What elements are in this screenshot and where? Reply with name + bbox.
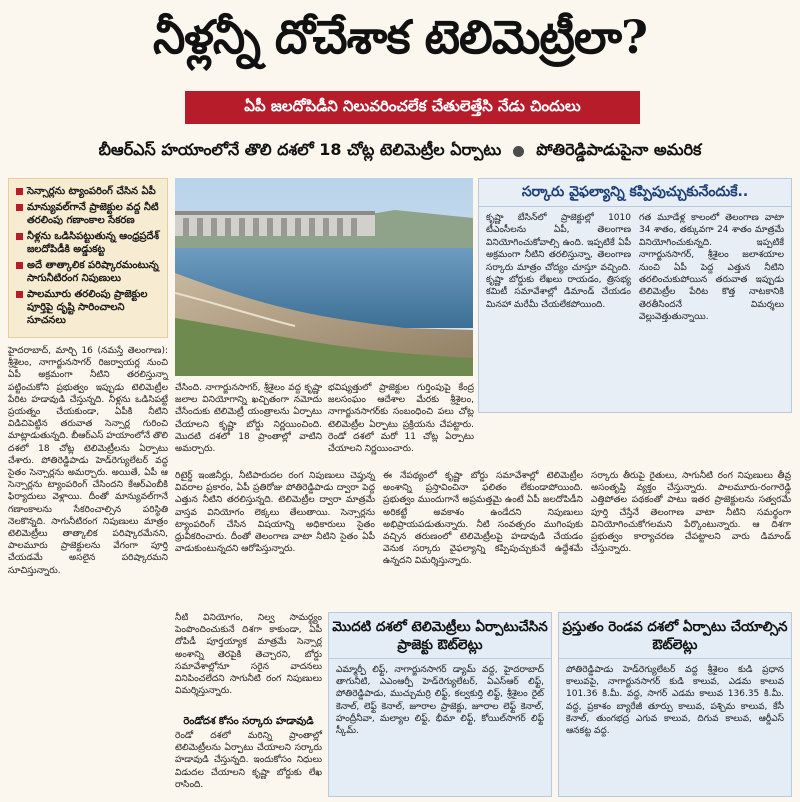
second-phase-title: ప్రస్తుతం రెండవ దశలో ఏర్పాటు చేయాల్సిన ఔట్‌లెట్లు (559, 613, 791, 659)
highlight-item: మాన్యువల్‌గానే ప్రాజెక్టుల వద్ద నీటి తరలింపు గణాంకాల సేకరణ (16, 201, 161, 227)
section-subheading: రెండోదశ కోసం సర్కారు హడావుడి (183, 716, 314, 727)
highlight-item: సెన్సార్లను ట్యాంపరింగ్ చేసిన ఏపీ (16, 185, 161, 198)
article-column-lower: నీటి వినియోగం, నిల్వ సామర్థ్యం పెంపొందించుకునే దిశగా కాకుండా, ఏపీ దోపిడీ పూర్తయ్యాక మాత్రమే సెన్సార్ల అంశాన్ని తెరపైకి తెచ్చారని, బోర్డు సమావేశాల్లోనూ సరైన వాదనలు వినిపించలేదని సాగునీటి రంగ నిపుణులు విమర్శిస్తున్నారు. (175, 613, 322, 697)
subheadline-banner: ఏపీ జలదోపిడీని నిలువరించలేక చేతులెత్తేసి నేడు చిందులు (185, 91, 640, 124)
first-phase-outlets-box (328, 612, 552, 797)
highlight-item: అదే తాత్కాలిక పరిష్కారమంటున్న సాగునీటిరంగ నిపుణులు (16, 259, 161, 285)
headline: నీళ్లన్నీ దోచేశాక టెలిమెట్రీలా? (152, 10, 648, 64)
tagline-part2: పోతిరెడ్డిపాడుపైనా అమరిక (536, 139, 702, 159)
article-column-2: చేసింది. నాగార్జునసాగర్, శ్రీశైలం వద్ద కృష్ణా జలాల వినియోగాన్ని ఖచ్చితంగా నమోదు చేసేందుకు టెలిమెట్రీ యంత్రాలను ఏర్పాటు చేయాలని కృష్ణా బోర్డు నిర్ణయించింది. మొదటి దశలో 18 ప్రాంతాల్లో వాటిని అమర్చారు. (175, 383, 322, 455)
sidebar-box-title: సర్కారు వైఫల్యాన్ని కప్పిపుచ్చుకునేందుకే.. (479, 179, 791, 207)
highlights-box (8, 178, 168, 338)
article-column-1: హైదరాబాద్, మార్చి 16 (నమస్తే తెలంగాణ): శ్రీశైలం, నాగార్జునసాగర్ రిజర్వాయర్ల నుంచి ఏపీ అక్రమంగా నీటిని తరలిస్తున్నా పట్టించుకోని ప్రభుత్వం ఇప్పుడు టెలిమెట్రీల పేరిట హడావుడి చేస్తున్నది. నీళ్లను ఒడిసిపట్టే ప్రయత్నం చేయకుండా, ఏపీకి నీటిని విడిచిపెట్టిన తరువాత సెన్సార్ల గురించి మాట్లాడుతున్నది. బీఆర్‌ఎస్ హయాంలోనే తొలి దశలో 18 చోట్ల టెలిమెట్రీలను ఏర్పాటు చేశారు. పోతిరెడ్డిపాడు హెడ్‌రెగ్యులేటర్ వద్ద సైతం సెన్సార్లను అమర్చారు. అయితే, ఏపీ ఆ సెన్సార్లను ట్యాంపరింగ్ చేసిందని కేఆర్‌ఎంబీకి ఫిర్యాదులు వెళ్లాయి. దీంతో మాన్యువల్‌గానే గణాంకాలను సేకరించాల్సిన పరిస్థితి నెలకొన్నది. సాగునీటిరంగ నిపుణులు మాత్రం టెలిమెట్రీలు తాత్కాలిక పరిష్కారమేనని, పాలమూరు ప్రాజెక్టులను వేగంగా పూర్తి చేయడమే అసలైన పరిష్కారమని సూచిస్తున్నారు. (8, 346, 168, 576)
sidebar-box-text: గత మూడేళ్ల కాలంలో తెలంగాణ వాటా 34 శాతం, తక్కువగా 24 శాతం మాత్రమే వినియోగించుకున్నది. ఇప్పటికే నాగార్జునసాగర్, శ్రీశైలం జలాశయాల నుంచి ఏపీ పెద్ద ఎత్తున నీటిని తరలించుకుపోయిన తరువాత ఇప్పుడు టెలిమెట్రీల పేరిట కొత్త నాటకానికి తెరతీసిందనే విమర్శలు వెల్లువెత్తుతున్నాయి. (639, 213, 784, 323)
article-column: రిటైర్డ్ ఇంజినీర్లు, నీటిపారుదల రంగ నిపుణులు చెప్తున్న వివరాల ప్రకారం, ఏపీ ప్రతిరోజు పోతిరెడ్డిపాడు ద్వారా పెద్ద ఎత్తున నీటిని తరలిస్తున్నది. టెలిమెట్రీల ద్వారా మాత్రమే వాస్తవ వినియోగం లెక్కలు తేలుతాయి. సెన్సార్లను ట్యాంపరింగ్ చేసిన విషయాన్ని అధికారులు సైతం ధ్రువీకరించారు. దీంతో తెలంగాణ వాటా నీటిని సైతం ఏపీ వాడుకుంటున్నదని ఆరోపిస్తున్నారు. (175, 471, 375, 555)
sidebar-box-text: కృష్ణా బేసిన్‌లో ప్రాజెక్టుల్లో 1010 టీఎంసీలను ఏపీ, తెలంగాణ వినియోగించుకోవాల్సి ఉంది. ఇప్పటికే ఏపీ అక్రమంగా నీటిని తరలిస్తున్నా, తెలంగాణ సర్కారు మాత్రం చోద్యం చూస్తూ వచ్చింది. కృష్ణా బోర్డుకు లేఖలు రాయడం, త్రిసభ్య కమిటీ సమావేశాల్లో డిమాండ్ చేయడం మినహా మరేమీ చేయలేకపోయింది. (486, 213, 631, 310)
highlight-item: నీళ్లను ఒడిసిపట్టుతున్న ఆంధ్రప్రదేశ్ జలదోపిడీకి అడ్డుకట్ట (16, 230, 161, 256)
first-phase-title: మొదటి దశలో టెలిమెట్రీలు ఏర్పాటుచేసిన ప్రాజెక్టు ఔట్‌లెట్లు (329, 613, 551, 659)
tagline-part1: బీఆర్‌ఎస్ హయాంలోనే తొలి దశలో 18 చోట్ల టెలిమెట్రీల ఏర్పాటు (98, 139, 502, 159)
bullet-dot-icon (513, 146, 524, 157)
first-phase-text: ఎమ్మార్పీ లిఫ్ట్, నాగార్జునసాగర్ డ్యామ్ వద్ద, హైదరాబాద్ తాగునీటి, ఎఎంఆర్పీ హెడ్‌రెగ్యులేటర్, ఏఎస్ఆర్ లిఫ్ట్, పోతిరెడ్డిపాడు, ముచ్చుమర్రి లిఫ్ట్, కల్వకుర్తి లిఫ్ట్, శ్రీశైలం రైట్ కెనాల్, లెఫ్ట్ కెనాల్, జూరాల ప్రాజెక్టు, జూరాల లెఫ్ట్ కెనాల్, హంద్రీనీవా, మల్యాల లిఫ్ట్, భీమా లిఫ్ట్, కోయిల్‌సాగర్ లిఫ్ట్ స్కీమ్. (336, 665, 544, 737)
tagline (10, 133, 790, 169)
highlight-item: పాలమూరు తరలింపు ప్రాజెక్టుల పూర్తిపై దృష్టి సారించాలని సూచనలు (16, 288, 161, 327)
article-column-3: భవిష్యత్తులో ప్రాజెక్టుల గుర్తింపుపై కేంద్ర జలసంఘం ఆదేశాల మేరకు శ్రీశైలం, నాగార్జునసాగర్‌కు సంబంధించి పలు చోట్ల టెలిమెట్రీల ఏర్పాటు ప్రక్రియను చేపట్టారు. రెండో దశలో మరో 11 చోట్ల ఏర్పాటు చేయాలని నిర్ణయించారు. (328, 383, 474, 455)
article-column-end: రెండో దశలో మరిన్ని ప్రాంతాల్లో టెలిమెట్రీలను ఏర్పాటు చేయాలని సర్కారు హడావుడి చేస్తున్నది. ఇందుకోసం నిధులు విడుదల చేయాలని కృష్ణా బోర్డుకు లేఖ రాసింది. (175, 731, 322, 790)
dam-photo (175, 178, 473, 376)
article-middle-section (175, 470, 791, 610)
second-phase-text: పోతిరెడ్డిపాడు హెడ్‌రెగ్యులేటర్ వద్ద శ్రీశైలం కుడి ప్రధాన కాలువపై, నాగార్జునసాగర్ కుడి కాలువ, ఎడమ కాలువ 101.36 కి.మీ. వద్ద, సాగర్ ఎడమ కాలువ 136.35 కి.మీ. వద్ద, ప్రకాశం బ్యారేజీ తూర్పు కాలువ, పశ్చిమ కాలువ, కేసీ కెనాల్, తుంగభద్ర ఎగువ కాలువ, దిగువ కాలువ, ఆర్డీఎస్ ఆనకట్ట వద్ద. (566, 665, 784, 737)
article-column: ఈ నేపథ్యంలో కృష్ణా బోర్డు సమావేశాల్లో టెలిమెట్రీల అంశాన్ని ప్రస్తావించినా ఫలితం లేకుండాపోయింది. ప్రభుత్వం ముందుగానే అప్రమత్తమై ఉంటే ఏపీ జలదోపిడీని అరికట్టే అవకాశం ఉండేదని నిపుణులు అభిప్రాయపడుతున్నారు. నీటి సంవత్సరం ముగింపుకు వచ్చిన తరుణంలో టెలిమెట్రీలపై హడావుడి చేయడం వెనుక సర్కారు వైఫల్యాన్ని కప్పిపుచ్చుకునే ఉద్దేశమే ఉన్నదని విమర్శిస్తున్నారు. (383, 471, 583, 567)
article-column: సర్కారు తీరుపై రైతులు, సాగునీటి రంగ నిపుణులు తీవ్ర అసంతృప్తి వ్యక్తం చేస్తున్నారు. పాలమూరు-రంగారెడ్డి ఎత్తిపోతల పథకంతో పాటు ఇతర ప్రాజెక్టులను సత్వరమే పూర్తి చేస్తేనే తెలంగాణ వాటా నీటిని సమర్థంగా వినియోగించుకోగలమని పేర్కొంటున్నారు. ఆ దిశగా ప్రభుత్వం కార్యాచరణ చేపట్టాలని వారు డిమాండ్ చేస్తున్నారు. (591, 471, 791, 555)
sidebar-box-government-failure (478, 178, 792, 413)
second-phase-outlets-box (558, 612, 792, 797)
